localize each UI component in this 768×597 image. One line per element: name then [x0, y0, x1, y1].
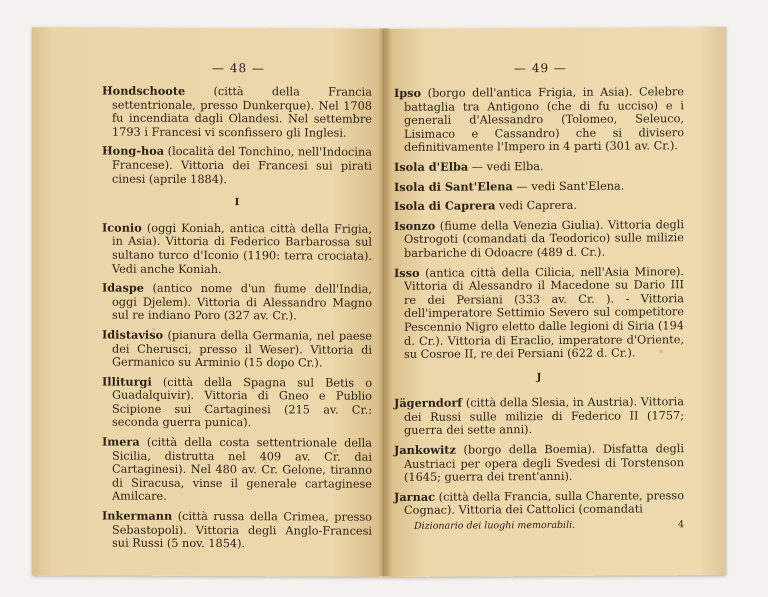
entry-headword: Isola di Sant'Elena: [394, 178, 513, 194]
dictionary-entry: [102, 510, 372, 552]
entry-headword: Isonzo: [394, 218, 436, 233]
page-footer: [414, 519, 684, 532]
entry-definition: (località del Tonchino, nell'Indocina Francese). Vittoria dei Francesi sui pirati cinesi (aprile 1884).: [112, 145, 372, 186]
entry-headword: Idistaviso: [102, 327, 164, 342]
entry-headword: Jägerndorf: [394, 395, 463, 411]
entry-definition: — vedi Sant'Elena.: [512, 179, 625, 193]
dictionary-entry: [394, 85, 684, 155]
entry-headword: Iconio: [102, 220, 142, 235]
entry-definition: (antica città della Cilicia, nell'Asia Minore). Vittoria di Alessandro il Macedone su Dario III re dei Persiani (333 av. Cr. ). - Vittoria dell'imperatore Settimio Severo sul competitore Pescennio Nigro eletto dalle legioni di Siria (194 d. Cr.). Vittoria di Eraclio, imperatore d'Oriente, su Cosroe II, re dei Persiani (622 d. Cr.).: [404, 264, 684, 362]
entry-headword: Isola di Caprera: [394, 198, 496, 214]
dictionary-entry: [394, 179, 684, 194]
entry-definition: (città della Francia settentrionale, presso Dunkerque). Nel 1708 fu incendiata dagli Olandesi. Nel settembre 1793 i Francesi vi sconfissero gli Inglesi.: [112, 84, 372, 140]
left-page: [32, 27, 384, 577]
page-number-left: — 48 —: [212, 61, 265, 76]
page-number-right: — 49 —: [514, 60, 567, 76]
dictionary-entry: [394, 198, 684, 213]
dictionary-entry: [102, 328, 372, 370]
open-book: [32, 28, 734, 576]
entry-definition: (borgo della Boemia). Disfatta degli Austriaci per opera degli Svedesi di Torstenson (1645; guerra dei trent'anni).: [404, 442, 684, 485]
dictionary-entry: [102, 282, 372, 324]
left-page-text: [102, 85, 372, 558]
entry-definition: (oggi Koniah, antica città della Frigia, in Asia). Vittoria di Federico Barbarossa sul sultano turco d'Iconio (1190: terra crociata). Vedi anche Koniah.: [112, 221, 372, 276]
dictionary-entry: [394, 218, 684, 261]
right-page: [384, 27, 726, 577]
dictionary-entry: [394, 489, 684, 518]
dictionary-entry: [394, 265, 684, 362]
entry-headword: Ipso: [394, 85, 422, 100]
entry-definition: (antico nome d'un fiume dell'India, oggi Djelem). Vittoria di Alessandro Magno sul re indiano Poro (327 av. Cr.).: [112, 281, 372, 323]
book-gutter: [378, 28, 392, 576]
entry-definition: (città russa della Crimea, presso Sebastopoli). Vittoria degli Anglo-Francesi sui Russi (5 nov. 1854).: [112, 509, 372, 551]
section-letter-j: J: [536, 371, 542, 383]
entry-definition: (città della Spagna sul Betis o Guadalquivir). Vittoria di Gneo e Publio Scipione sui Cartaginesi (215 av. Cr.: seconda guerra punica).: [112, 375, 372, 430]
entry-headword: Inkermann: [102, 508, 173, 523]
entry-headword: Isola d'Elba: [394, 159, 469, 174]
dictionary-entry: [102, 436, 372, 505]
dictionary-entry: [102, 85, 372, 141]
entry-definition: (città della Francia, sulla Charente, presso Cognac). Vittoria dei Cattolici (comandati: [404, 489, 684, 518]
dictionary-entry: [102, 145, 372, 187]
entry-definition: (borgo dell'antica Frigia, in Asia). Celebre battaglia tra Antigono (che di fu ucciso) e i generali d'Alessandro (Tolomeo, Seleuco, Lisimaco e Cassandro) che si divisero definitivamente l'Impero in 4 parti (301 av. Cr.).: [404, 85, 684, 155]
entry-headword: Illiturgi: [102, 374, 152, 389]
entry-headword: Jankowitz: [394, 442, 456, 458]
entry-headword: Imera: [102, 434, 140, 449]
entry-headword: Idaspe: [102, 280, 144, 295]
entry-headword: Jarnac: [394, 489, 436, 504]
footer-title: Dizionario dei luoghi memorabili.: [414, 519, 576, 532]
entry-definition: — vedi Elba.: [468, 160, 544, 174]
dictionary-entry: [102, 221, 372, 277]
entry-definition: vedi Caprera.: [495, 199, 577, 213]
entry-definition: (fiume della Venezia Giulia). Vittoria degli Ostrogoti (comandati da Teodorico) sulle milizie barbariche di Odoacre (489 d. Cr.).: [404, 217, 684, 260]
footer-signature-number: 4: [677, 519, 684, 531]
dictionary-entry: [102, 375, 372, 431]
entry-definition: (città della costa settentrionale della Sicilia, distrutta nel 409 av. Cr. dai Cartaginesi). Nel 480 av. Cr. Gelone, tiranno di Siracusa, vinse il generale cartaginese Amilcare.: [112, 435, 372, 504]
dictionary-entry: [394, 395, 684, 438]
entry-definition: (pianura della Germania, nel paese dei Cherusci, presso il Weser). Vittoria di Germanico su Arminio (15 dopo Cr.).: [112, 328, 372, 370]
right-page-text: [394, 85, 684, 524]
dictionary-entry: [394, 442, 684, 485]
entry-definition: (città della Slesia, in Austria). Vittoria dei Russi sulle milizie di Federico II (1757; guerra dei sette anni).: [404, 395, 684, 438]
section-letter-i: I: [234, 197, 240, 209]
dictionary-entry: [394, 159, 684, 174]
entry-headword: Hondschoote: [102, 83, 186, 98]
entry-headword: Hong-hoa: [102, 143, 165, 159]
entry-headword: Isso: [394, 265, 420, 280]
